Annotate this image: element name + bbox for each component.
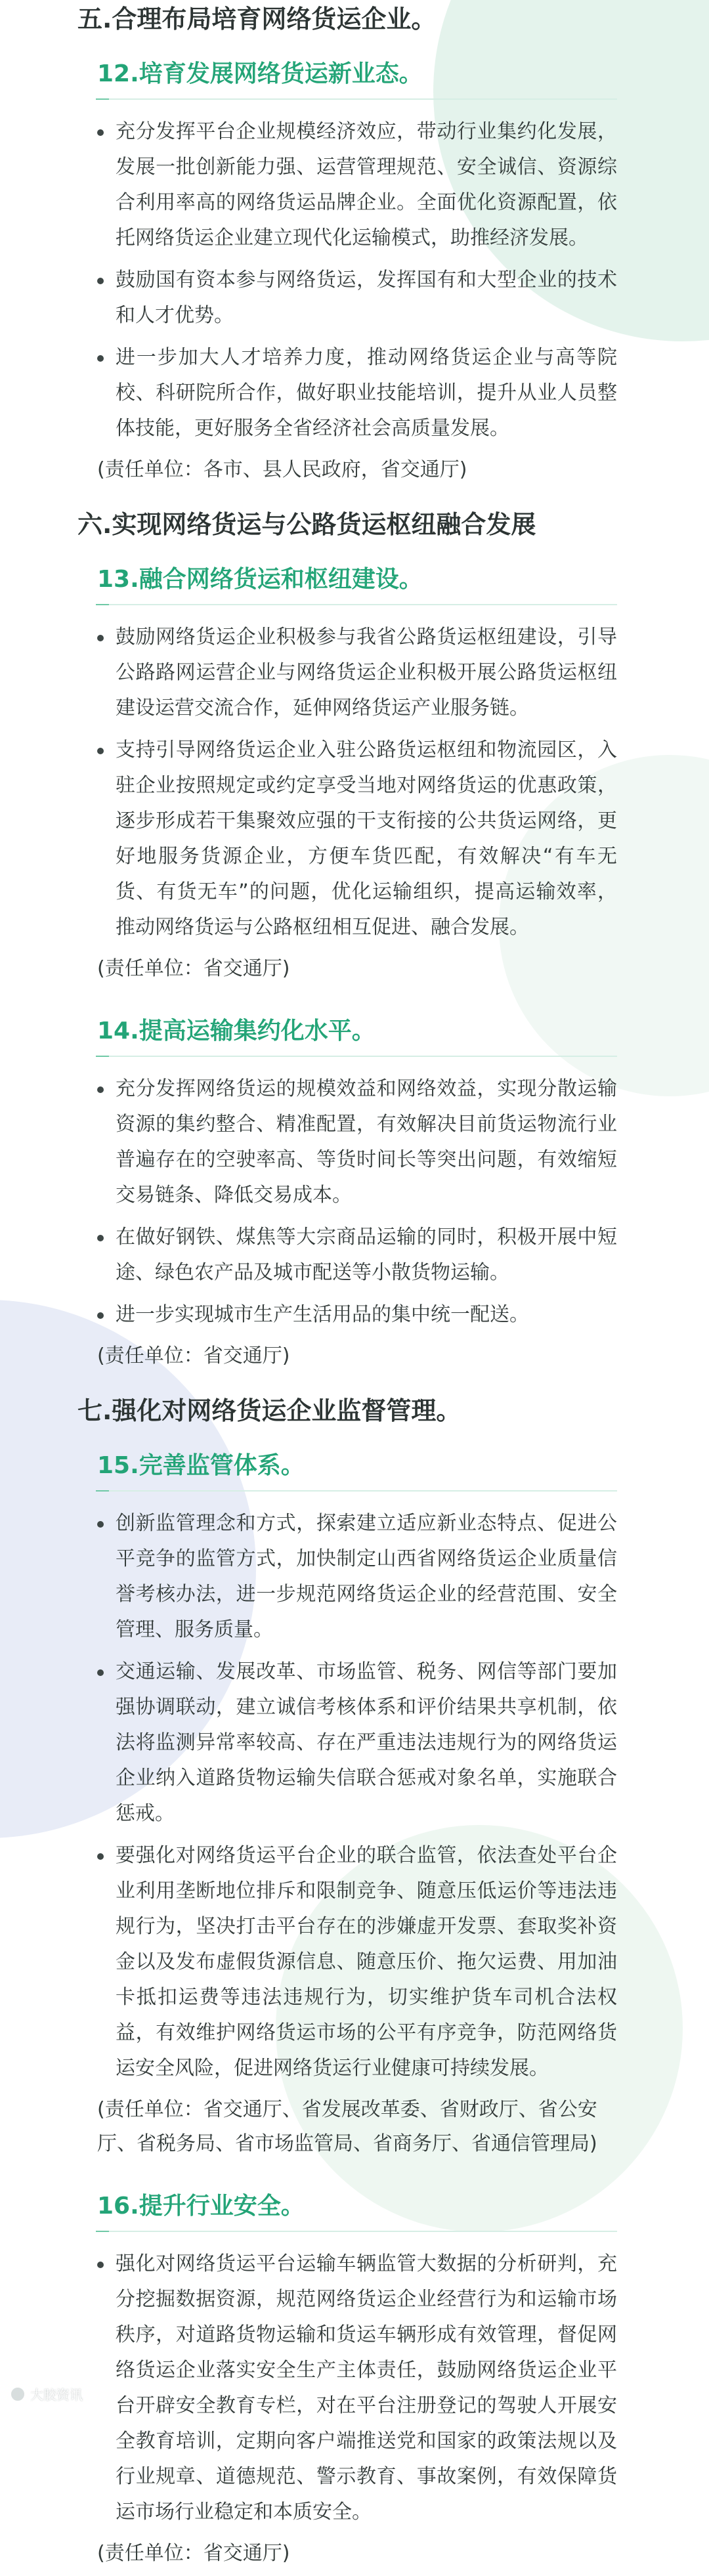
bullet-dot-icon: [97, 2262, 104, 2268]
watermark-text: 大胶资讯: [30, 2387, 83, 2403]
subsection: [96, 46, 617, 492]
subsection-heading: 14.提高运输集约化水平。: [97, 1018, 376, 1044]
bullet-item: [96, 1506, 617, 1648]
subsection: [96, 551, 617, 991]
bullet-item: [96, 1838, 617, 2086]
bullet-item: [96, 1654, 617, 1832]
subsection-divider: [96, 1490, 617, 1492]
bullet-item: [96, 263, 617, 333]
bullet-text: 要强化对网络货运平台企业的联合监管，依法查处平台企业利用垄断地位排斥和限制竞争、随意压低运价等违法违规行为，坚决打击平台存在的涉嫌虚开发票、套取奖补资金以及发布虚假货源信息、随意压价、拖欠运费、用加油卡抵扣运费等违法违规行为，切实维护货车司机合法权益，有效维护网络货运市场的公平有序竞争，防范网络货运安全风险，促进网络货运行业健康可持续发展。: [116, 1844, 617, 2080]
subsection-divider: [96, 98, 617, 100]
bullet-item: [96, 114, 617, 256]
subsection-divider: [96, 604, 617, 605]
responsible-units: (责任单位：省交通厅): [97, 1344, 290, 1367]
subsection: [96, 1438, 617, 2166]
bullet-dot-icon: [97, 1853, 104, 1860]
bullet-text: 充分发挥平台企业规模经济效应，带动行业集约化发展，发展一批创新能力强、运营管理规范、安全诚信、资源综合利用率高的网络货运品牌企业。全面优化资源配置，依托网络货运企业建立现代化运输模式，助推经济发展。: [116, 120, 617, 249]
bullet-text: 充分发挥网络货运的规模效益和网络效益，实现分散运输资源的集约整合、精准配置，有效解决目前货运物流行业普遍存在的空驶率高、等货时间长等突出问题，有效缩短交易链条、降低交易成本。: [116, 1077, 617, 1207]
subsection-heading: 12.培育发展网络货运新业态。: [97, 60, 423, 87]
bullet-text: 交通运输、发展改革、市场监管、税务、网信等部门要加强协调联动，建立诚信考核体系和评价结果共享机制，依法将监测异常率较高、存在严重违法违规行为的网络货运企业纳入道路货物运输失信联合惩戒对象名单，实施联合惩戒。: [116, 1660, 617, 1825]
bullet-item: [96, 1297, 617, 1333]
bullet-dot-icon: [97, 278, 104, 284]
bullet-item: [96, 733, 617, 945]
bullet-text: 鼓励国有资本参与网络货运，发挥国有和大型企业的技术和人才优势。: [116, 268, 617, 327]
bullet-text: 在做好钢铁、煤焦等大宗商品运输的同时，积极开展中短途、绿色农产品及城市配送等小散货物运输。: [116, 1226, 617, 1284]
bullet-item: [96, 340, 617, 446]
subsection-divider: [96, 1056, 617, 1057]
bullet-dot-icon: [97, 355, 104, 362]
bullet-text: 创新监管理念和方式，探索建立适应新业态特点、促进公平竞争的监管方式，加快制定山西省网络货运企业质量信誉考核办法，进一步规范网络货运企业的经营范围、安全管理、服务质量。: [116, 1512, 617, 1641]
bullet-item: [96, 620, 617, 726]
bullet-dot-icon: [97, 1235, 104, 1241]
responsible-units: (责任单位：各市、县人民政府，省交通厅): [97, 458, 467, 481]
bullet-dot-icon: [97, 1086, 104, 1093]
bullet-text: 进一步加大人才培养力度，推动网络货运企业与高等院校、科研院所合作，做好职业技能培训，提升从业人员整体技能，更好服务全省经济社会高质量发展。: [116, 346, 617, 440]
bullet-item: [96, 1220, 617, 1291]
section-heading: 六.实现网络货运与公路货运枢纽融合发展: [77, 510, 536, 539]
bullet-text: 强化对网络货运平台运输车辆监管大数据的分析研判，充分挖掘数据资源，规范网络货运企业经营行为和运输市场秩序，对道路货物运输和货运车辆形成有效管理，督促网络货运企业落实安全生产主体责任，鼓励网络货运企业平台开辟安全教育专栏，对在平台注册登记的驾驶人开展安全教育培训，定期向客户端推送党和国家的政策法规以及行业规章、道德规范、警示教育、事故案例，有效保障货运市场行业稳定和本质安全。: [116, 2252, 617, 2523]
bullet-item: [96, 1071, 617, 1213]
bullet-dot-icon: [97, 635, 104, 641]
bullet-dot-icon: [97, 1521, 104, 1528]
section-heading: 七.强化对网络货运企业监督管理。: [77, 1396, 462, 1425]
bullet-item: [96, 2246, 617, 2530]
watermark-logo: [9, 2384, 83, 2403]
subsection-heading: 16.提升行业安全。: [97, 2193, 305, 2220]
subsection: [96, 2178, 617, 2576]
responsible-units: (责任单位：省交通厅): [97, 2542, 290, 2565]
subsection-divider: [96, 2231, 617, 2232]
responsible-units: (责任单位：省交通厅、省发展改革委、省财政厅、省公安厅、省税务局、省市场监管局、省商务厅、省通信管理局): [97, 2098, 597, 2155]
bullet-dot-icon: [97, 748, 104, 754]
subsection-heading: 13.融合网络货运和枢纽建设。: [97, 566, 423, 593]
bullet-text: 进一步实现城市生产生活用品的集中统一配送。: [116, 1303, 529, 1326]
responsible-units: (责任单位：省交通厅): [97, 957, 290, 980]
bullet-text: 支持引导网络货运企业入驻公路货运枢纽和物流园区，入驻企业按照规定或约定享受当地对网络货运的优惠政策，逐步形成若干集聚效应强的干支衔接的公共货运网络，更好地服务货源企业，方便车货匹配，有效解决“有车无货、有货无车”的问题，优化运输组织，提高运输效率，推动网络货运与公路枢纽相互促进、融合发展。: [116, 739, 617, 939]
logo-icon: [9, 2386, 26, 2403]
bullet-text: 鼓励网络货运企业积极参与我省公路货运枢纽建设，引导公路路网运营企业与网络货运企业积极开展公路货运枢纽建设运营交流合作，延伸网络货运产业服务链。: [116, 626, 617, 719]
bullet-dot-icon: [97, 1669, 104, 1676]
section-heading: 五.合理布局培育网络货运企业。: [77, 5, 437, 33]
bullet-dot-icon: [97, 129, 104, 136]
subsection-heading: 15.完善监管体系。: [97, 1452, 305, 1479]
bullet-dot-icon: [97, 1312, 104, 1319]
subsection: [96, 1003, 617, 1379]
